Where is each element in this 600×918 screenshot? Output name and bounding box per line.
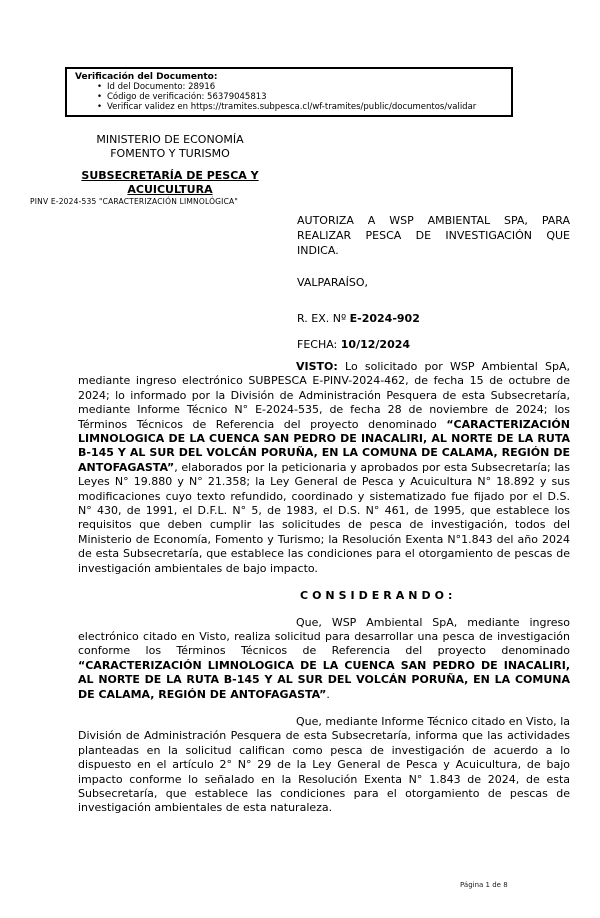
verification-item: • Id del Documento: 28916	[97, 83, 507, 93]
text-run: Que, mediante Informe Técnico citado en Visto, la División de Administración Pesquera de esta Subsecretaría, informa que las actividades planteadas en la solicitud califican como pesca de investigación de acuerdo a lo dispuesto en el artículo 2° N° 29 de la Ley General de Pesca y Acuicultura, de bajo impacto conforme lo señalado en la Resolución Exenta N° 1.843 de 2024, de esta Subsecretaría, que establece las condiciones para el otorgamiento de pescas de investigación ambientales de esta naturaleza.	[78, 714, 570, 815]
ministry-name	[55, 133, 285, 160]
resolution-number-value: E-2024-902	[349, 312, 420, 325]
verification-box	[65, 67, 513, 117]
verification-list	[75, 83, 507, 112]
resolution-date-label: FECHA:	[297, 338, 341, 351]
resolution-subject: AUTORIZA A WSP AMBIENTAL SPA, PARA REALIZAR PESCA DE INVESTIGACIÓN QUE INDICA.	[297, 214, 570, 257]
resolution-number	[297, 312, 570, 325]
document-body	[78, 360, 570, 829]
resolution-header	[297, 213, 570, 351]
project-reference: PINV E-2024-535 "CARACTERIZACIÓN LIMNOLÓGICA"	[30, 197, 239, 206]
considerando-paragraph-1	[78, 616, 570, 702]
text-run: Que, WSP Ambiental SpA, mediante ingreso electrónico citado en Visto, realiza solicitud para desarrollar una pesca de investigación conforme los Términos Técnicos de Referencia del proyecto denominado	[78, 615, 570, 658]
considerando-paragraph-2	[78, 715, 570, 816]
resolution-date	[297, 338, 570, 351]
resolution-date-value: 10/12/2024	[340, 338, 411, 351]
text-run: Lo solicitado por WSP Ambiental SpA, mediante ingreso electrónico SUBPESCA E-PINV-2024-462, de fecha 15 de octubre de 2024; lo informado por la División de Administración Pesquera de esta Subsecretaría, mediante Informe Técnico N° E-2024-535, de fecha 28 de noviembre de 2024; los Términos Técnicos de Referencia del proyecto denominado	[78, 360, 570, 431]
ministry-line-2: FOMENTO Y TURISMO	[110, 146, 230, 160]
verification-item: • Verificar validez en https://tramites.subpesca.cl/wf-tramites/public/documentos/validar	[97, 103, 507, 113]
verification-item: • Código de verificación: 56379045813	[97, 93, 507, 103]
ministry-line-1: MINISTERIO DE ECONOMÍA	[96, 133, 244, 146]
visto-paragraph	[78, 360, 570, 576]
page-number: Página 1 de 8	[460, 881, 508, 889]
letterhead	[55, 133, 285, 196]
bold-text-run: “CARACTERIZACIÓN LIMNOLOGICA DE LA CUENCA SAN PEDRO DE INACALIRI, AL NORTE DE LA RUTA B-145 Y AL SUR DEL VOLCÁN PORUÑA, EN LA COMUNA DE CALAMA, REGIÓN DE ANTOFAGASTA”	[78, 658, 570, 701]
city-line: VALPARAÍSO,	[297, 276, 369, 289]
subsecretaria-name: SUBSECRETARÍA DE PESCA Y ACUICULTURA	[81, 169, 259, 196]
bold-text-run: “CARACTERIZACIÓN LIMNOLOGICA DE LA CUENCA SAN PEDRO DE INACALIRI, AL NORTE DE LA RUTA B-145 Y AL SUR DEL VOLCÁN PORUÑA, EN LA COMUNA DE CALAMA, REGIÓN DE ANTOFAGASTA”	[78, 417, 570, 474]
resolution-number-label: R. EX. Nº	[297, 312, 350, 325]
considerando-heading: CONSIDERANDO:	[300, 589, 457, 603]
verification-title: Verificación del Documento:	[75, 72, 218, 82]
bold-text-run: VISTO:	[296, 360, 338, 373]
text-run: , elaborados por la peticionaria y aprobados por esta Subsecretaría; las Leyes N° 19.880 y N° 21.358; la Ley General de Pesca y Acuicultura N° 18.892 y sus modificaciones cuyo texto refundido, coordinado y sistematizado fue fijado por el D.S. N° 430, de 1991, el D.F.L. N° 5, de 1983, el D.S. N° 461, de 1995, que establece los requisitos que deben cumplir las solicitudes de pesca de investigación, todos del Ministerio de Economía, Fomento y Turismo; la Resolución Exenta N°1.843 del año 2024 de esta Subsecretaría, que establece las condiciones para el otorgamiento de pescas de investigación ambientales de bajo impacto.	[78, 460, 570, 575]
text-run: .	[326, 687, 330, 701]
